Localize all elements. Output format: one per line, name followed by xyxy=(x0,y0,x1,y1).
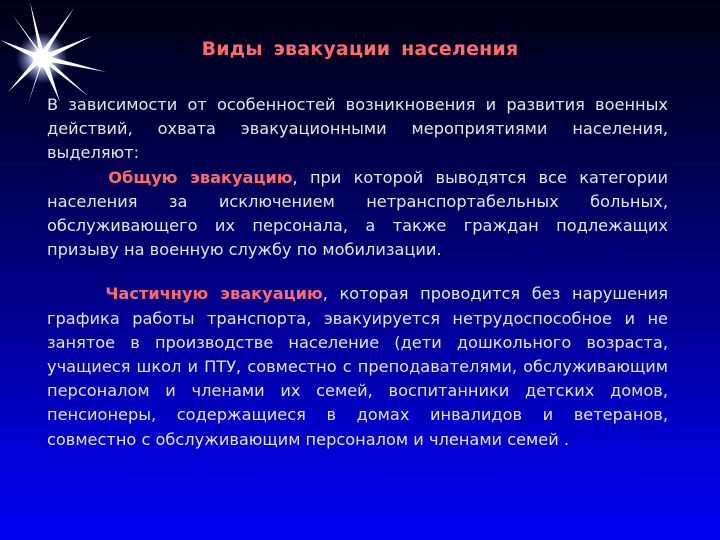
general-evacuation-term: Общую эвакуацию xyxy=(108,167,293,187)
slide-body xyxy=(47,93,668,452)
general-evacuation-paragraph xyxy=(47,166,668,263)
slide-title: Виды эвакуации населения xyxy=(201,38,519,60)
partial-evacuation-term: Частичную эвакуацию xyxy=(105,284,323,304)
partial-evacuation-paragraph xyxy=(47,282,668,451)
partial-evacuation-text: , которая проводится без нарушения графика работы транспорта, эвакуируется нетрудоспособное и не занятое в производстве население (дети дошкольного возраста, учащиеся школ и ПТУ, совместно с преподавателями, обслуживающим персоналом и членами их семей, воспитанники детских домов, пенсионеры, содержащиеся в домах инвалидов и ветеранов, совместно с обслуживающим персоналом и членами семей . xyxy=(47,284,668,449)
intro-paragraph: В зависимости от особенностей возникновения и развития военных действий, охвата эвакуационными мероприятиями населения, выделяют: xyxy=(47,95,668,163)
general-evacuation-text: , при которой выводятся все категории населения за исключением нетранспортабельных больных, обслуживающего их персонала, а также граждан подлежащих призыву на военную службу по мобилизации. xyxy=(47,167,669,260)
